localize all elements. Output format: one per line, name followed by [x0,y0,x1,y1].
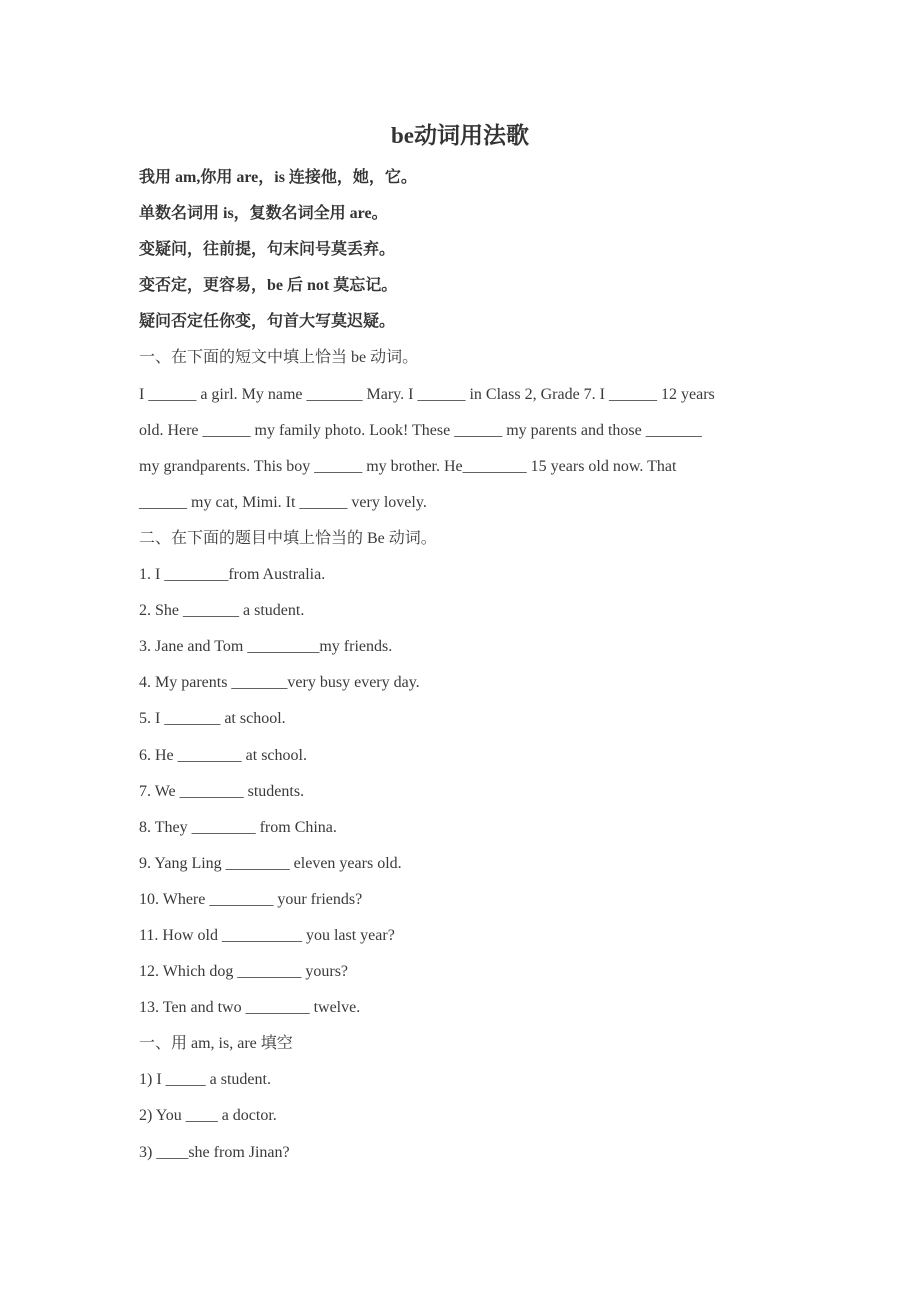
exercise-item: 8. They ________ from China. [139,818,337,836]
exercise-item: 6. He ________ at school. [139,746,307,764]
section2-heading: 二、在下面的题目中填上恰当的 Be 动词。 [139,529,437,547]
document-title: be动词用法歌 [391,123,529,148]
exercise-item: 11. How old __________ you last year? [139,926,395,944]
document-body [139,162,799,1173]
exercise-item: 2. She _______ a student. [139,602,305,620]
passage-line: ______ my cat, Mimi. It ______ very lovely. [139,493,427,511]
exercise-item: 9. Yang Ling ________ eleven years old. [139,854,402,872]
exercise-item: 4. My parents _______very busy every day. [139,674,420,692]
exercise-item: 7. We ________ students. [139,782,305,800]
exercise-item: 5. I _______ at school. [139,710,286,728]
exercise-item: 3. Jane and Tom _________my friends. [139,638,393,656]
rhyme-line: 单数名词用 is，复数名词全用 are。 [139,205,388,223]
exercise-item: 12. Which dog ________ yours? [139,963,349,981]
passage-line: my grandparents. This boy ______ my brother. He________ 15 years old now. That [139,457,677,475]
section1-heading: 一、在下面的短文中填上恰当 be 动词。 [139,349,419,367]
passage-line: I ______ a girl. My name _______ Mary. I ______ in Class 2, Grade 7. I ______ 12 years [139,385,715,403]
rhyme-line: 我用 am,你用 are，is 连接他，她，它。 [139,169,417,186]
rhyme-line: 变疑问，往前提，句末问号莫丢弃。 [139,241,396,259]
rhyme-line: 变否定，更容易，be 后 not 莫忘记。 [139,277,398,295]
exercise-item: 1. I ________from Australia. [139,566,326,584]
exercise-item: 13. Ten and two ________ twelve. [139,999,361,1017]
section3-heading: 一、用 am, is, are 填空 [139,1035,293,1053]
exercise-item: 1) I _____ a student. [139,1071,271,1089]
passage-line: old. Here ______ my family photo. Look! These ______ my parents and those _______ [139,421,702,439]
exercise-item: 10. Where ________ your friends? [139,890,363,908]
rhyme-line: 疑问否定任你变，句首大写莫迟疑。 [139,313,396,331]
exercise-item: 3) ____she from Jinan? [139,1143,290,1161]
exercise-item: 2) You ____ a doctor. [139,1107,277,1125]
